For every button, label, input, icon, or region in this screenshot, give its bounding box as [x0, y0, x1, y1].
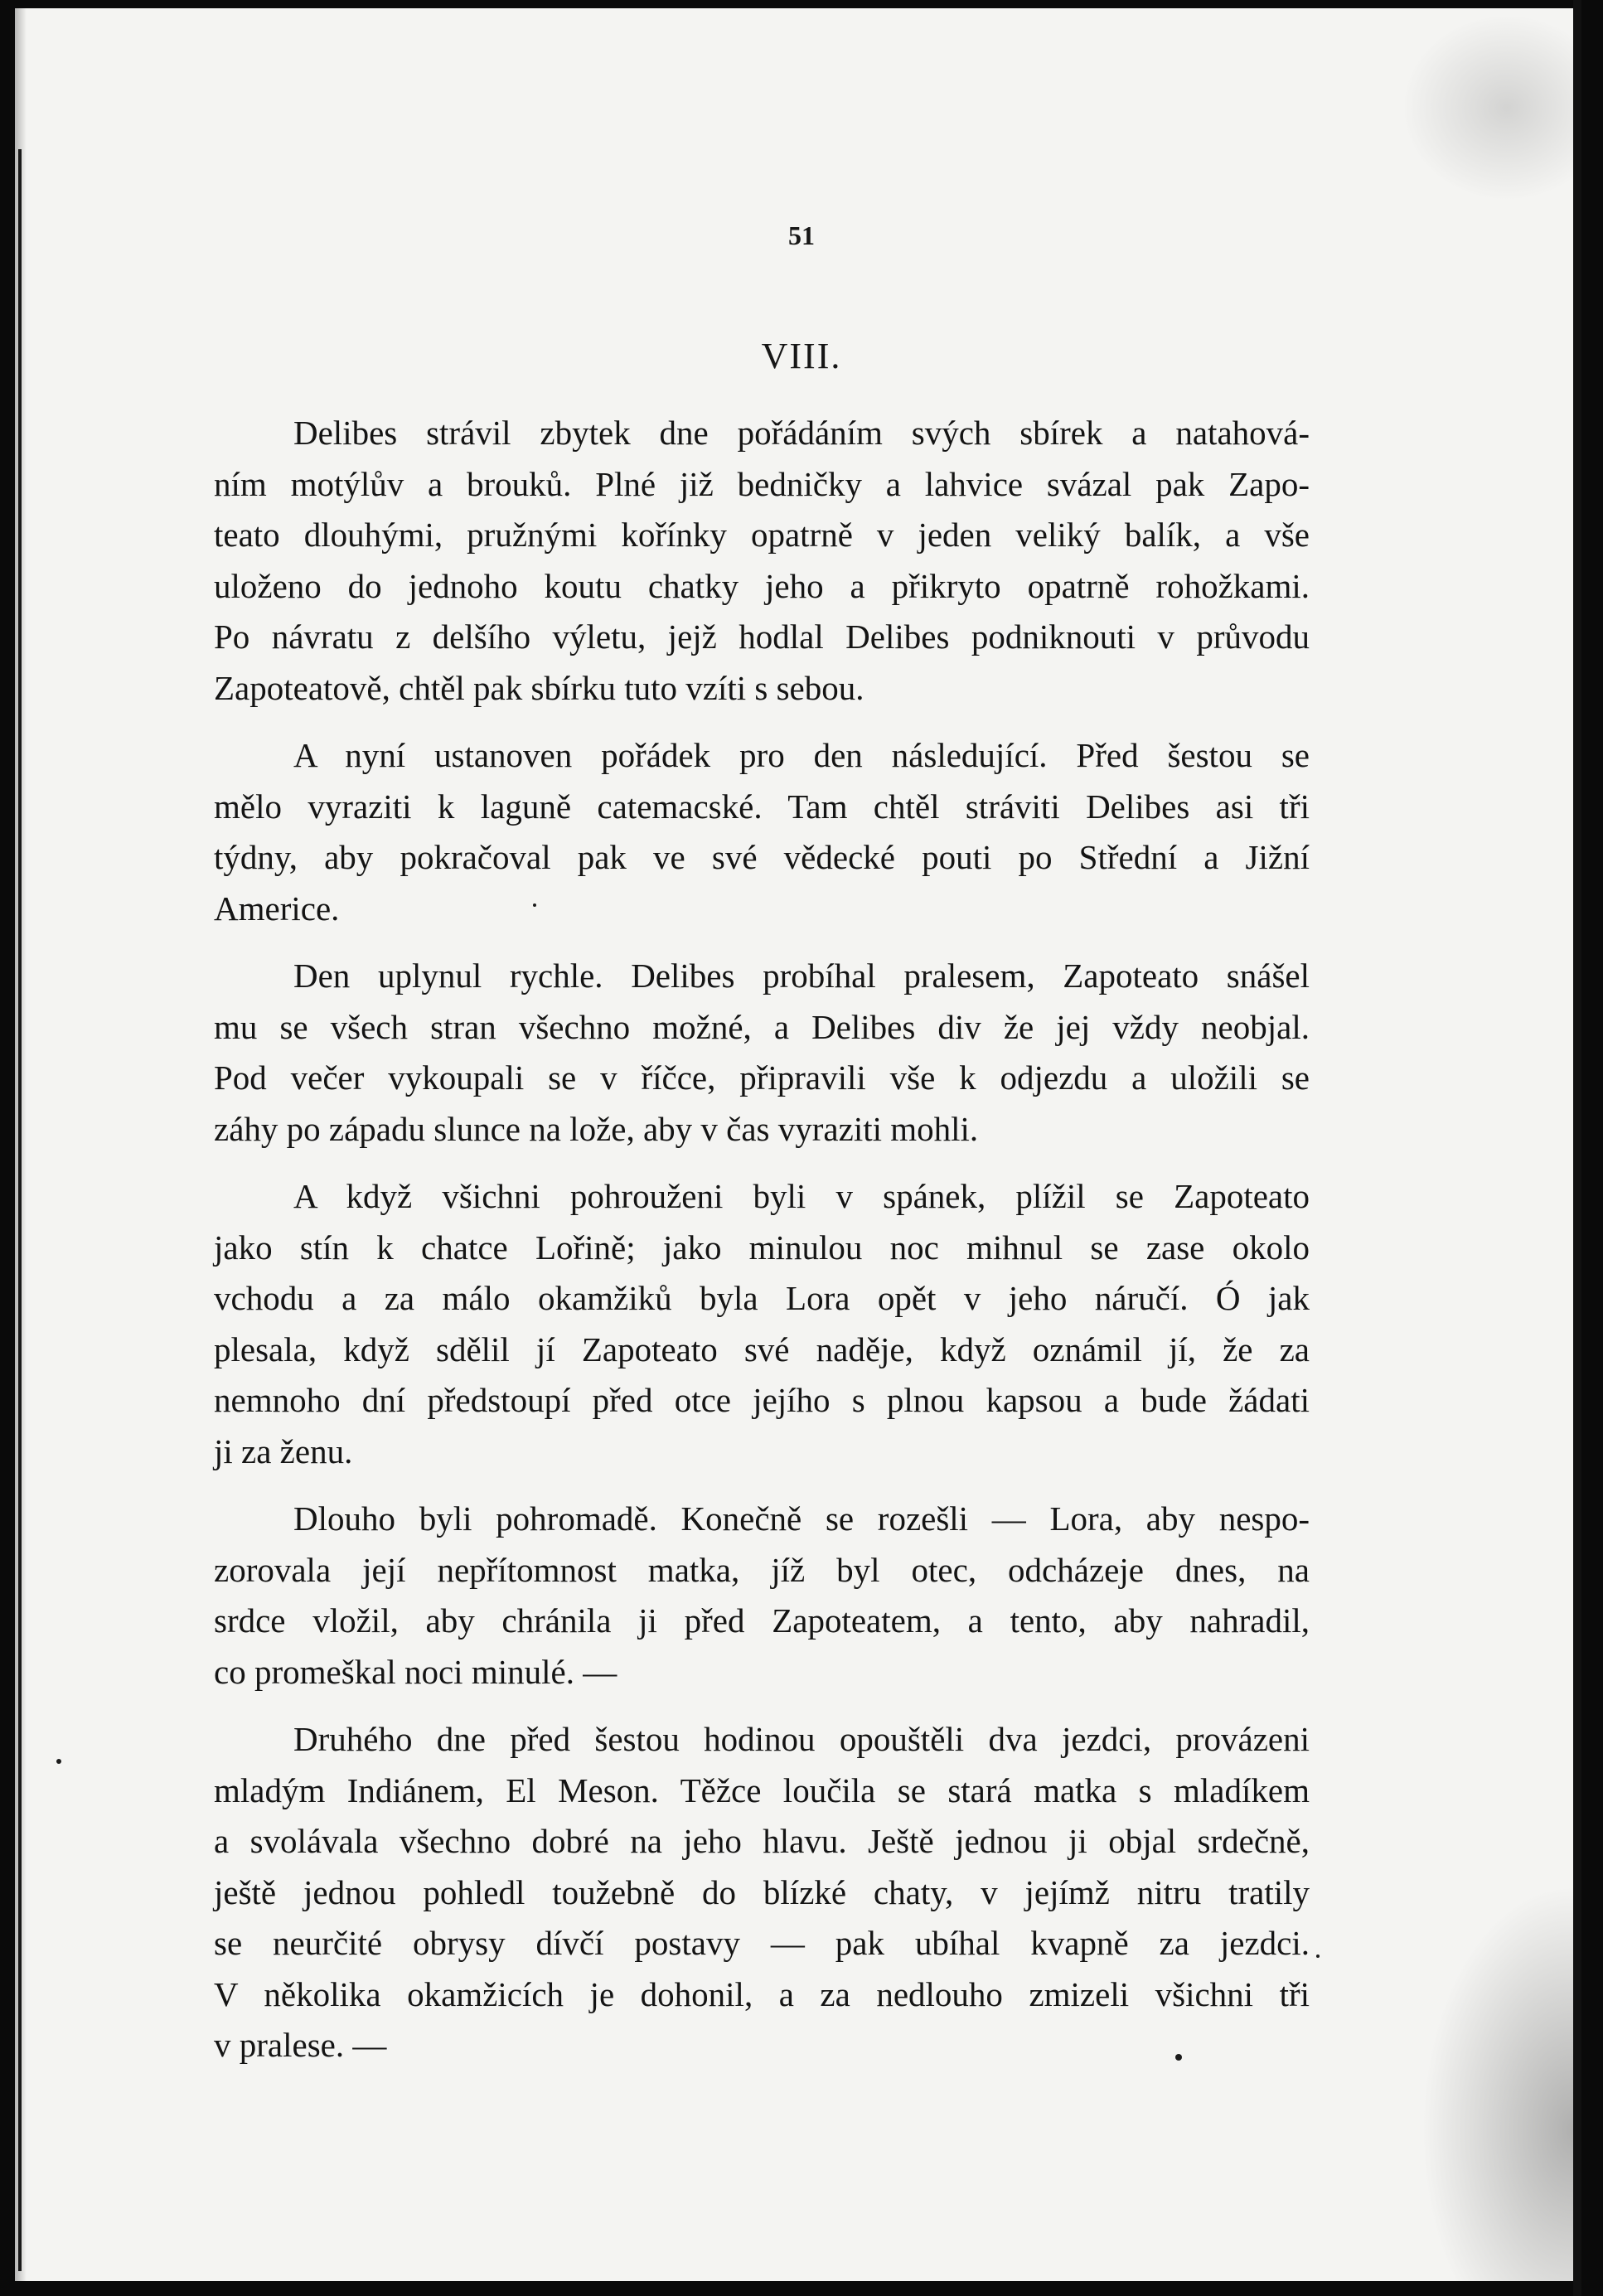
paragraph — [214, 1714, 1310, 2071]
text-line: Pod večer vykoupali se v říčce, připravili vše k odjezdu a uložili se — [214, 1058, 1310, 1097]
paragraph — [214, 1171, 1310, 1477]
text-line: mělo vyraziti k laguně catemacské. Tam chtěl stráviti Delibes asi tři — [214, 787, 1310, 826]
paragraph — [214, 730, 1310, 934]
text-line: Zapoteatově, chtěl pak sbírku tuto vzíti s sebou. — [214, 668, 864, 707]
page-left-edge — [18, 149, 22, 2271]
text-line: co promeškal noci minulé. — — [214, 1652, 617, 1691]
text-line: Druhého dne před šestou hodinou opouštěli dva jezdci, provázeni — [293, 1720, 1310, 1758]
text-line: Dlouho byli pohromadě. Konečně se rozešli — Lora, aby nespo- — [293, 1499, 1310, 1538]
text-line: mu se všech stran všechno možné, a Delibes div že jej vždy neobjal. — [214, 1007, 1310, 1046]
text-line: a svolávala všechno dobré na jeho hlavu. Ještě jednou ji objal srdečně, — [214, 1822, 1310, 1860]
text-line: V několika okamžicích je dohonil, a za nedlouho zmizeli všichni tři — [214, 1974, 1310, 2013]
text-line: teato dlouhými, pružnými kořínky opatrně v jeden veliký balík, a vše — [214, 516, 1310, 554]
text-line: nemnoho dní předstoupí před otce jejího s plnou kapsou a bude žádati — [214, 1381, 1310, 1419]
text-line: Delibes strávil zbytek dne pořádáním svých sbírek a natahová- — [293, 414, 1310, 452]
text-line: záhy po západu slunce na lože, aby v čas vyraziti mohli. — [214, 1109, 979, 1148]
text-line: se neurčité obrysy dívčí postavy — pak ubíhal kvapně za jezdci. — [214, 1924, 1310, 1962]
print-speck — [56, 1759, 61, 1764]
text-line: srdce vložil, aby chránila ji před Zapoteatem, a tento, aby nahradil, — [214, 1601, 1310, 1640]
text-line: zorovala její nepřítomnost matka, jíž byl otec, odcházeje dnes, na — [214, 1550, 1310, 1589]
text-line: jako stín k chatce Lořině; jako minulou noc mihnul se zase okolo — [214, 1228, 1310, 1267]
text-line: uloženo do jednoho koutu chatky jeho a přikryto opatrně rohožkami. — [214, 566, 1310, 605]
text-line: A nyní ustanoven pořádek pro den následující. Před šestou se — [293, 736, 1310, 774]
body-text — [214, 408, 1310, 2088]
paragraph — [214, 951, 1310, 1155]
text-line: Den uplynul rychle. Delibes probíhal pralesem, Zapoteato snášel — [293, 957, 1310, 995]
text-line: mladým Indiánem, El Meson. Těžce loučila se stará matka s mladíkem — [214, 1770, 1310, 1809]
text-line: v pralese. — — [214, 2026, 387, 2064]
text-line: A když všichni pohrouženi byli v spánek, plížil se Zapoteato — [293, 1177, 1310, 1215]
text-line: ji za ženu. — [214, 1431, 353, 1470]
text-line: ještě jednou pohledl toužebně do blízké chaty, v jejímž nitru tratily — [214, 1872, 1310, 1911]
print-speck — [1316, 1955, 1320, 1958]
text-line: týdny, aby pokračoval pak ve své vědecké pouti po Střední a Jižní — [214, 838, 1310, 876]
text-line: vchodu a za málo okamžiků byla Lora opět v jeho náručí. Ó jak — [214, 1279, 1310, 1317]
text-line: Po návratu z delšího výletu, jejž hodlal Delibes podniknouti v průvodu — [214, 618, 1310, 656]
text-line: ním motýlův a brouků. Plné již bedničky a lahvice svázal pak Zapo- — [214, 464, 1310, 503]
paragraph — [214, 408, 1310, 714]
text-line: Americe. — [214, 889, 340, 928]
page-number: 51 — [788, 220, 815, 250]
paragraph — [214, 1494, 1310, 1698]
chapter-heading: VIII. — [761, 336, 842, 376]
text-line: plesala, když sdělil jí Zapoteato své naděje, když oznámil jí, že za — [214, 1330, 1310, 1368]
